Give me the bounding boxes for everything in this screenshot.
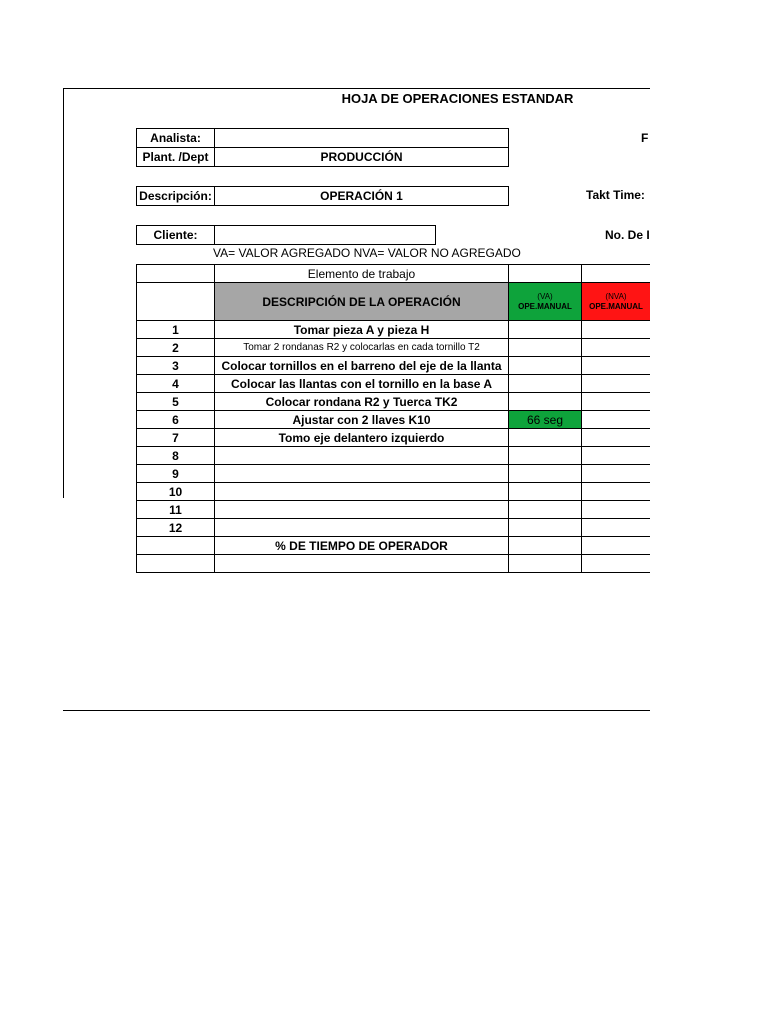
frame-top-line	[63, 88, 650, 89]
table-row	[137, 519, 651, 537]
nva-header-line2: OPE.MANUAL	[589, 301, 643, 311]
table-row	[137, 339, 651, 357]
va-header	[509, 283, 582, 321]
footer-va[interactable]	[509, 537, 582, 555]
header-num-cell	[137, 283, 215, 321]
row-va-cell[interactable]	[509, 375, 582, 393]
corner-cell	[137, 265, 215, 283]
row-va-cell[interactable]	[509, 339, 582, 357]
row-number: 8	[137, 447, 215, 465]
row-number: 12	[137, 519, 215, 537]
row-va-cell[interactable]	[509, 465, 582, 483]
row-description[interactable]: Colocar tornillos en el barreno del eje de la llanta	[215, 357, 509, 375]
row-description[interactable]	[215, 501, 509, 519]
nva-header	[582, 283, 651, 321]
analista-field[interactable]	[214, 128, 509, 148]
table-row	[137, 465, 651, 483]
va-header-line2: OPE.MANUAL	[518, 301, 572, 311]
row-description[interactable]	[215, 447, 509, 465]
table-row	[137, 357, 651, 375]
row-nva-cell[interactable]	[582, 339, 651, 357]
table-row	[137, 429, 651, 447]
row-number: 3	[137, 357, 215, 375]
row-nva-cell[interactable]	[582, 375, 651, 393]
blank-row	[137, 555, 651, 573]
analista-label: Analista:	[136, 128, 215, 148]
frame-bottom-line	[63, 710, 650, 711]
row-va-cell[interactable]	[509, 393, 582, 411]
row-description[interactable]: Tomar pieza A y pieza H	[215, 321, 509, 339]
row-nva-cell[interactable]	[582, 447, 651, 465]
cliente-field[interactable]	[214, 225, 436, 245]
blank-va[interactable]	[509, 555, 582, 573]
row-va-cell[interactable]	[509, 429, 582, 447]
row-va-cell[interactable]: 66 seg	[509, 411, 582, 429]
row-description[interactable]	[215, 465, 509, 483]
table-row	[137, 483, 651, 501]
plant-field[interactable]: PRODUCCIÓN	[214, 147, 509, 167]
table-row	[137, 375, 651, 393]
plant-label: Plant. /Dept	[136, 147, 215, 167]
descripcion-field[interactable]: OPERACIÓN 1	[214, 186, 509, 206]
nva-header-line1: (NVA)	[605, 291, 627, 301]
row-description[interactable]: Ajustar con 2 llaves K10	[215, 411, 509, 429]
footer-row	[137, 537, 651, 555]
row-nva-cell[interactable]	[582, 393, 651, 411]
row-number: 9	[137, 465, 215, 483]
row-nva-cell[interactable]	[582, 429, 651, 447]
row-va-cell[interactable]	[509, 519, 582, 537]
row-description[interactable]	[215, 519, 509, 537]
page-title: HOJA DE OPERACIONES ESTANDAR	[341, 91, 574, 106]
table-row	[137, 393, 651, 411]
table-row	[137, 321, 651, 339]
row-description[interactable]: Colocar las llantas con el tornillo en la base A	[215, 375, 509, 393]
cliente-label: Cliente:	[136, 225, 215, 245]
row-nva-cell[interactable]	[582, 321, 651, 339]
row-va-cell[interactable]	[509, 357, 582, 375]
blank-nva[interactable]	[582, 555, 651, 573]
row-va-cell[interactable]	[509, 321, 582, 339]
table-row	[137, 411, 651, 429]
no-de-label: No. De I	[605, 228, 650, 242]
row-nva-cell[interactable]	[582, 483, 651, 501]
desc-header: DESCRIPCIÓN DE LA OPERACIÓN	[215, 283, 509, 321]
frame-left-line	[63, 88, 64, 498]
row-nva-cell[interactable]	[582, 465, 651, 483]
header-blank-va	[509, 265, 582, 283]
row-description[interactable]	[215, 483, 509, 501]
elemento-header: Elemento de trabajo	[215, 265, 509, 283]
descripcion-label: Descripción:	[136, 186, 215, 206]
table-row	[137, 501, 651, 519]
blank-desc[interactable]	[215, 555, 509, 573]
operations-table	[136, 264, 651, 573]
row-description[interactable]: Tomar 2 rondanas R2 y colocarlas en cada tornillo T2	[215, 339, 509, 357]
row-description[interactable]: Tomo eje delantero izquierdo	[215, 429, 509, 447]
row-number: 11	[137, 501, 215, 519]
table-row	[137, 447, 651, 465]
row-description[interactable]: Colocar rondana R2 y Tuerca TK2	[215, 393, 509, 411]
footer-label: % DE TIEMPO DE OPERADOR	[215, 537, 509, 555]
blank-num	[137, 555, 215, 573]
row-number: 2	[137, 339, 215, 357]
fecha-label: F	[641, 131, 649, 145]
header-blank-nva	[582, 265, 651, 283]
right-clip-area	[650, 0, 768, 1024]
va-header-line1: (VA)	[537, 291, 553, 301]
row-va-cell[interactable]	[509, 483, 582, 501]
row-number: 4	[137, 375, 215, 393]
row-number: 6	[137, 411, 215, 429]
footer-num	[137, 537, 215, 555]
row-nva-cell[interactable]	[582, 501, 651, 519]
row-va-cell[interactable]	[509, 447, 582, 465]
takt-time-label: Takt Time:	[586, 188, 645, 202]
row-nva-cell[interactable]	[582, 411, 651, 429]
row-number: 10	[137, 483, 215, 501]
row-number: 5	[137, 393, 215, 411]
row-number: 1	[137, 321, 215, 339]
footer-nva[interactable]	[582, 537, 651, 555]
row-nva-cell[interactable]	[582, 519, 651, 537]
row-nva-cell[interactable]	[582, 357, 651, 375]
row-va-cell[interactable]	[509, 501, 582, 519]
row-number: 7	[137, 429, 215, 447]
va-nva-note: VA= VALOR AGREGADO NVA= VALOR NO AGREGADO	[213, 246, 521, 260]
